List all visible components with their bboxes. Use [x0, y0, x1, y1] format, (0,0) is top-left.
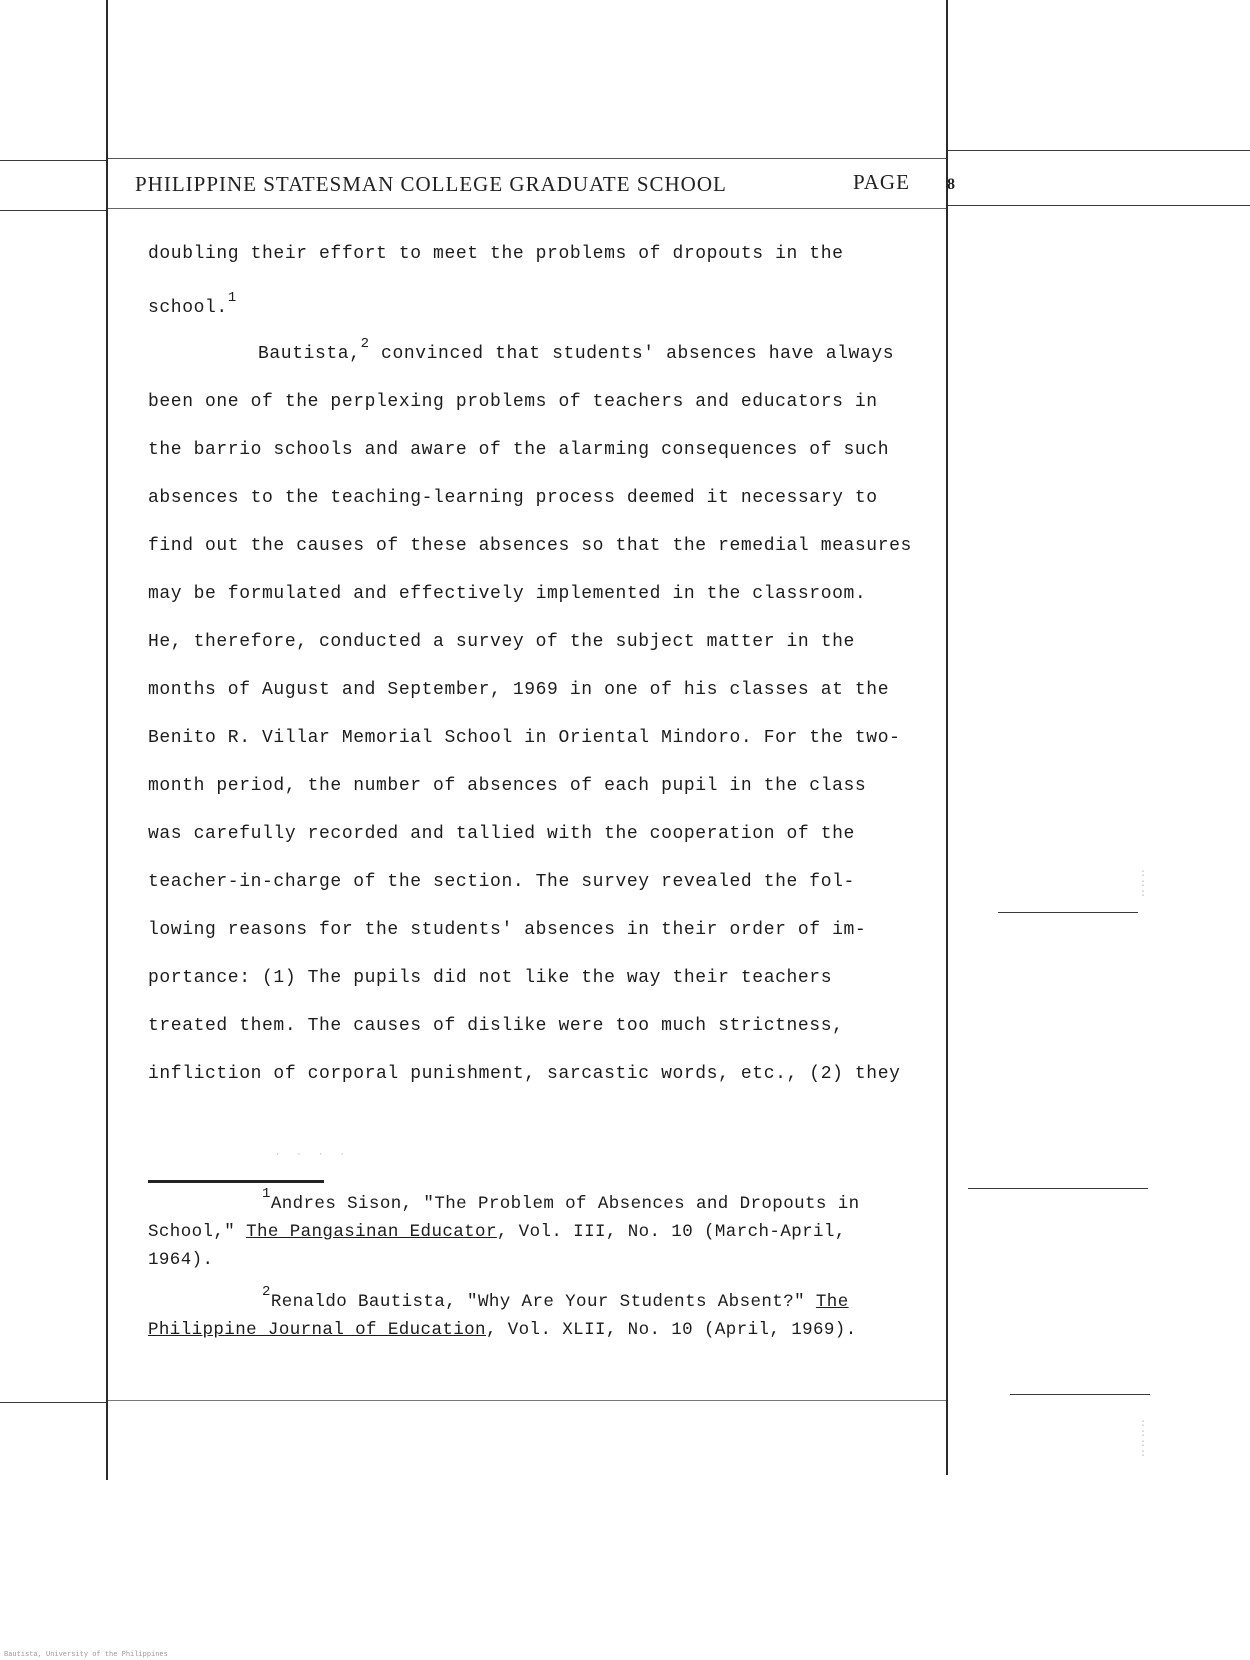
footnote-1-line-2: School," The Pangasinan Educator, Vol. III, No. 10 (March-April,	[148, 1222, 846, 1242]
body-line: portance: (1) The pupils did not like the way their teachers	[148, 968, 833, 988]
school-name: PHILIPPINE STATESMAN COLLEGE GRADUATE SCHOOL	[135, 172, 727, 196]
body-line: doubling their effort to meet the problems of dropouts in the	[148, 244, 844, 264]
footnote-mark-1: 1	[227, 290, 237, 306]
footnote-1-line-1: $^1$Andres Sison, "The Problem of Absences and Dropouts in	[262, 1186, 860, 1214]
body-line: may be formulated and effectively implemented in the classroom.	[148, 584, 867, 604]
scan-artifact-dots-1: : : :	[1140, 869, 1147, 900]
header-bottom-line-left	[0, 210, 106, 211]
body-line: teacher-in-charge of the section. The survey revealed the fol-	[148, 872, 855, 892]
bottom-line-right	[1010, 1394, 1150, 1395]
body-line: treated them. The causes of dislike were too much strictness,	[148, 1016, 844, 1036]
running-header	[135, 172, 975, 202]
header-bottom-line-right	[948, 205, 1250, 206]
footnote-2-line-1: $^2$Renaldo Bautista, "Why Are Your Students Absent?" The	[262, 1284, 849, 1312]
header-top-line	[108, 158, 946, 159]
footnote-2-journal-title: Philippine Journal of Education	[148, 1320, 486, 1340]
body-line: Bautista,$^2$ convinced that students' absences have always	[258, 336, 895, 364]
body-line: find out the causes of these absences so that the remedial measures	[148, 536, 912, 556]
bottom-line	[108, 1400, 946, 1401]
header-bottom-line	[108, 208, 946, 209]
footnote-2-journal-title-start: The	[815, 1292, 849, 1312]
footnote-2-line-2: Philippine Journal of Education, Vol. XLII, No. 10 (April, 1969).	[148, 1320, 857, 1340]
footnote-1-journal-title: The Pangasinan Educator	[246, 1222, 497, 1242]
footnote-mark-2: 2	[360, 336, 370, 352]
header-top-line-right	[948, 150, 1250, 151]
header-top-line-left	[0, 160, 106, 161]
body-line: been one of the perplexing problems of teachers and educators in	[148, 392, 878, 412]
body-line: lowing reasons for the students' absences in their order of im-	[148, 920, 867, 940]
footnote-1-line-3: 1964).	[148, 1250, 214, 1270]
body-line: the barrio schools and aware of the alarming consequences of such	[148, 440, 890, 460]
scan-artifact-dots-2: : : : :	[1140, 1419, 1147, 1460]
left-margin-line	[106, 0, 108, 1480]
right-margin-line	[946, 0, 948, 1475]
side-line-right-1	[998, 912, 1138, 913]
footnote-1-mark: 1	[262, 1186, 271, 1203]
body-line: infliction of corporal punishment, sarcastic words, etc., (2) they	[148, 1064, 901, 1084]
footnote-2-mark: 2	[262, 1284, 271, 1301]
page-label: PAGE	[853, 170, 910, 194]
body-line: was carefully recorded and tallied with the cooperation of the	[148, 824, 855, 844]
body-line: Benito R. Villar Memorial School in Oriental Mindoro. For the two-	[148, 728, 901, 748]
scan-speckle: · · · ·	[275, 1150, 351, 1159]
body-line: He, therefore, conducted a survey of the subject matter in the	[148, 632, 855, 652]
body-line: absences to the teaching-learning process deemed it necessary to	[148, 488, 878, 508]
page-number: 8	[947, 176, 956, 193]
body-line: months of August and September, 1969 in one of his classes at the	[148, 680, 890, 700]
bottom-line-left	[0, 1402, 106, 1403]
scan-footer: Bautista, University of the Philippines	[4, 1651, 168, 1659]
body-line: month period, the number of absences of each pupil in the class	[148, 776, 867, 796]
footnote-rule	[148, 1180, 324, 1183]
body-line: school.$^1$	[148, 290, 237, 318]
side-line-right-2	[968, 1188, 1148, 1189]
